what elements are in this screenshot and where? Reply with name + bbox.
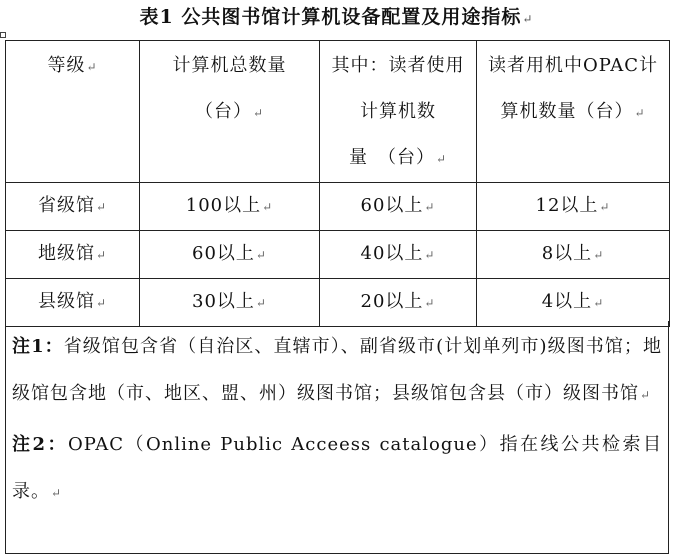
table-cell: 12以上↵	[477, 183, 670, 231]
table-cell: 60以上↵	[320, 183, 477, 231]
paragraph-mark-icon: ↵	[262, 200, 274, 214]
paragraph-mark-icon: ↵	[522, 12, 534, 26]
table-notes	[5, 321, 669, 554]
table-cell: 30以上↵	[140, 279, 320, 327]
table-header-row	[6, 41, 670, 183]
paragraph-mark-icon: ↵	[593, 248, 605, 262]
note-label: 注1：	[12, 336, 64, 357]
paragraph-mark-icon: ↵	[95, 296, 108, 310]
note-text: OPAC（Online Public Acceess catalogue）指在线公共检索目录。	[12, 434, 662, 502]
paragraph-mark-icon: ↵	[640, 388, 652, 402]
table-cell: 20以上↵	[320, 279, 477, 327]
paragraph-mark-icon: ↵	[255, 248, 267, 262]
table-cell: 60以上↵	[140, 231, 320, 279]
paragraph-mark-icon: ↵	[252, 106, 265, 120]
paragraph-mark-icon: ↵	[424, 248, 436, 262]
table-cell: 县级馆↵	[6, 279, 140, 327]
paragraph-mark-icon: ↵	[51, 486, 63, 500]
paragraph-mark-icon: ↵	[424, 200, 436, 214]
table-row	[6, 183, 670, 231]
paragraph-mark-icon: ↵	[435, 152, 448, 166]
table-row	[6, 279, 670, 327]
table-caption	[0, 2, 673, 29]
table-cell: 4以上↵	[477, 279, 670, 327]
note-1	[6, 321, 668, 419]
paragraph-mark-icon: ↵	[255, 296, 267, 310]
paragraph-mark-icon: ↵	[599, 200, 611, 214]
header-cell-reader: 其中：读者使用 计算机数 量 （台）↵	[320, 41, 477, 183]
paragraph-mark-icon: ↵	[634, 106, 646, 120]
table-cell: 100以上↵	[140, 183, 320, 231]
paragraph-mark-icon: ↵	[95, 200, 108, 214]
caption-text: 表1 公共图书馆计算机设备配置及用途指标	[139, 6, 522, 28]
note-2	[6, 419, 668, 517]
table-cell: 8以上↵	[477, 231, 670, 279]
config-table	[5, 40, 670, 327]
table-cell: 40以上↵	[320, 231, 477, 279]
table-row	[6, 231, 670, 279]
header-cell-opac: 读者用机中OPAC计 算机数量（台）↵	[477, 41, 670, 183]
note-label: 注2：	[12, 434, 68, 455]
paragraph-mark-icon: ↵	[86, 60, 98, 74]
table-anchor-handle[interactable]	[0, 32, 6, 38]
table-cell: 省级馆↵	[6, 183, 140, 231]
header-cell-total: 计算机总数量 （台）↵	[140, 41, 320, 183]
paragraph-mark-icon: ↵	[95, 248, 108, 262]
table-cell: 地级馆↵	[6, 231, 140, 279]
paragraph-mark-icon: ↵	[593, 296, 605, 310]
note-text: 省级馆包含省（自治区、直辖市）、副省级市(计划单列市)级图书馆；地级馆包含地（市、地区、盟、州）级图书馆；县级馆包含县（市）级图书馆	[12, 336, 662, 404]
paragraph-mark-icon: ↵	[424, 296, 436, 310]
header-cell-level: 等级↵	[6, 41, 140, 183]
